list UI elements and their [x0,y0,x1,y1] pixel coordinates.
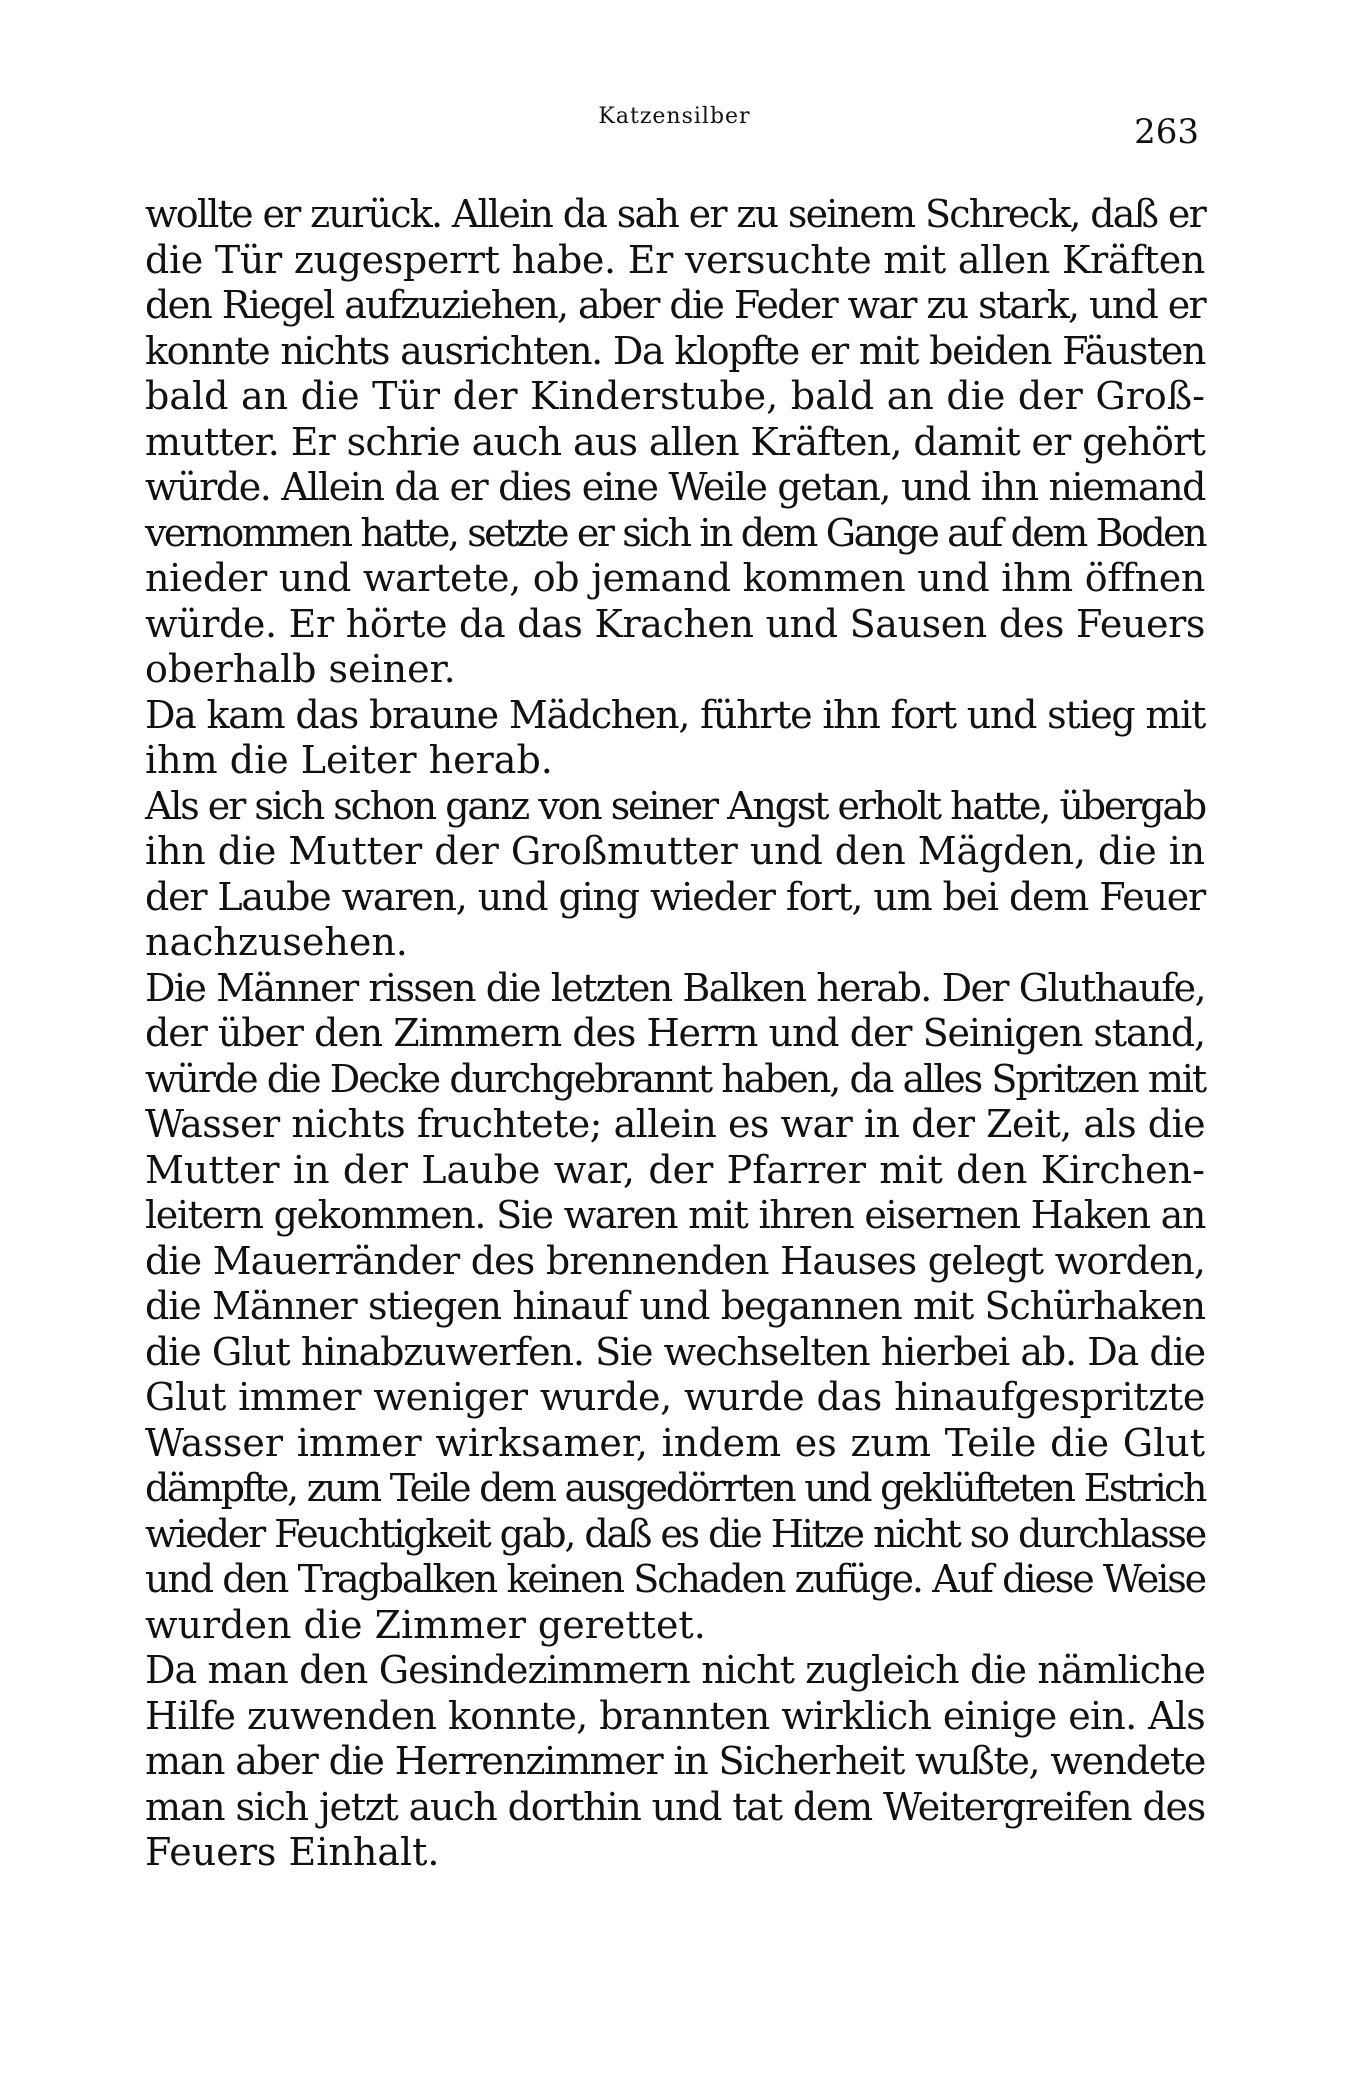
text-line: und den Tragbalken keinen Schaden zufüge. Auf diese Weise [145,1557,1205,1601]
text-line: die Glut hinabzuwerfen. Sie wechselten hierbei ab. Da die [145,1329,1205,1374]
text-line: Mutter in der Laube war, der Pfarrer mit den Kirchen- [145,1147,1205,1192]
text-line: Wasser immer wirksamer, indem es zum Teile die Glut [145,1420,1205,1465]
text-line: konnte nichts ausrichten. Da klopfte er mit beiden Fäusten [145,328,1205,373]
text-line: Hilfe zuwenden konnte, brannten wirklich einige ein. Als [145,1693,1205,1738]
text-line: der Laube waren, und ging wieder fort, um bei dem Feuer [145,874,1205,919]
text-line: der über den Zimmern des Herrn und der Seinigen stand, [145,1011,1205,1055]
text-line: ihn die Mutter der Großmutter und den Mägden, die in [145,829,1205,873]
text-line: würde. Er hörte da das Krachen und Sausen des Feuers [145,601,1205,646]
text-line: oberhalb seiner. [145,647,456,691]
text-line: dämpfte, zum Teile dem ausgedörrten und geklüfteten Estrich [145,1466,1205,1510]
text-line: die Männer stiegen hinauf und begannen mit Schürhaken [145,1284,1205,1328]
text-line: Feuers Einhalt. [145,1830,440,1874]
paragraph [145,693,1205,784]
text-line: mutter. Er schrie auch aus allen Kräften, damit er gehört [145,419,1205,464]
text-line: ihm die Leiter herab. [145,738,553,782]
text-line: wurden die Zimmer gerettet. [145,1602,706,1647]
text-line: man sich jetzt auch dorthin und tat dem Weitergreifen des [145,1784,1205,1829]
text-line: bald an die Tür der Kinderstube, bald an die der Groß- [145,374,1205,418]
text-line: wollte er zurück. Allein da sah er zu seinem Schreck, daß er [145,192,1205,236]
text-line: die Mauerränder des brennenden Hauses gelegt worden, [145,1238,1205,1283]
text-line: nieder und wartete, ob jemand kommen und ihm öffnen [145,556,1205,600]
text-line: Als er sich schon ganz von seiner Angst erholt hatte, übergab [145,783,1205,828]
body-text [145,192,1205,1876]
text-line: den Riegel aufzuziehen, aber die Feder war zu stark, und er [145,283,1205,327]
page-number: 263 [1134,112,1199,152]
text-line: Da man den Gesindezimmern nicht zugleich die nämliche [145,1648,1205,1692]
paragraph [145,784,1205,966]
text-line: würde die Decke durchgebrannt haben, da alles Spritzen mit [145,1056,1205,1101]
text-line: würde. Allein da er dies eine Weile getan, und ihn niemand [145,465,1205,509]
text-line: Da kam das braune Mädchen, führte ihn fort und stieg mit [145,692,1205,737]
text-line: nachzusehen. [145,920,408,964]
text-line: wieder Feuchtigkeit gab, daß es die Hitze nicht so durchlasse [145,1511,1205,1556]
text-line: Wasser nichts fruchtete; allein es war in der Zeit, als die [145,1102,1205,1146]
paragraph [145,966,1205,1649]
text-line: vernommen hatte, setzte er sich in dem Gange auf dem Boden [145,510,1205,555]
text-line: leitern gekommen. Sie waren mit ihren eisernen Haken an [145,1193,1205,1237]
text-line: die Tür zugesperrt habe. Er versuchte mit allen Kräften [145,237,1205,282]
paragraph [145,192,1205,693]
text-line: Die Männer rissen die letzten Balken herab. Der Gluthaufe, [145,965,1205,1010]
text-line: man aber die Herrenzimmer in Sicherheit wußte, wendete [145,1739,1205,1783]
text-line: Glut immer weniger wurde, wurde das hinaufgespritzte [145,1375,1205,1419]
paragraph [145,1648,1205,1876]
running-title: Katzensilber [598,104,751,129]
